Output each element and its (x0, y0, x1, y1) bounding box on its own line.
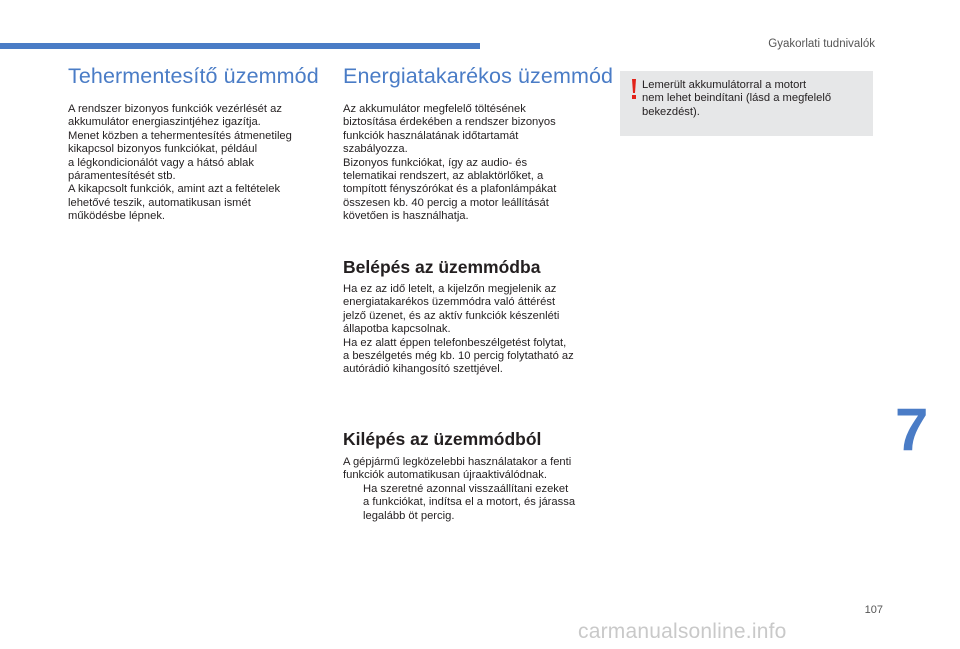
watermark: carmanualsonline.info (578, 620, 787, 643)
text-line: biztosítása érdekében a rendszer bizonyos (343, 116, 556, 129)
text-line: a funkciókat, indítsa el a motort, és járassa (363, 496, 576, 509)
text-line: telematikai rendszert, az ablaktörlőket, a (343, 170, 544, 183)
text-line: Ha ez az idő letelt, a kijelzőn megjelenik az (343, 283, 557, 295)
header-accent-bar (0, 43, 480, 49)
entry-text (343, 283, 605, 377)
column-energy-saving (343, 64, 614, 224)
text-line: bekezdést). (642, 105, 700, 118)
entry-heading: Belépés az üzemmódba (343, 257, 541, 277)
bullet-icon (343, 483, 363, 523)
text-line: energiatakarékos üzemmódra való áttérést (343, 296, 556, 309)
section-title: Gyakorlati tudnivalók (768, 38, 875, 50)
chapter-number: 7 (895, 396, 929, 463)
text-line: állapotba kapcsolnak. (343, 323, 451, 336)
exit-bullet (343, 483, 605, 523)
text-line: Lemerült akkumulátorral a motort (642, 79, 807, 91)
warning-text (642, 79, 867, 119)
text-line: szabályozza. (343, 143, 408, 156)
text-line: a légkondicionálót vagy a hátsó ablak (68, 156, 254, 169)
load-reduction-title: Tehermentesítő üzemmód (68, 64, 319, 88)
text-line: páramentesítését stb. (68, 170, 176, 183)
text-line: akkumulátor energiaszintjéhez igazítja. (68, 116, 261, 129)
text-line: kikapcsol bizonyos funkciókat, például (68, 143, 258, 156)
page-number: 107 (864, 604, 883, 616)
text-line: autórádió kihangosító szettjével. (343, 363, 503, 376)
text-line: lehetővé teszik, automatikusan ismét (68, 196, 251, 209)
load-reduction-text (68, 103, 330, 224)
text-line: funkciók használatának időtartamát (343, 129, 519, 142)
text-line: összesen kb. 40 percig a motor leállítását (343, 196, 549, 209)
text-line: Ha ez alatt éppen telefonbeszélgetést folytat, (343, 336, 567, 349)
text-line: a beszélgetés még kb. 10 percig folytatható az (343, 350, 574, 363)
text-line: A kikapcsolt funkciók, amint azt a feltételek (68, 183, 281, 196)
text-line: jelző üzenet, és az aktív funkciók készenléti (343, 309, 560, 322)
exit-heading: Kilépés az üzemmódból (343, 429, 542, 449)
text-line: nem lehet beindítani (lásd a megfelelő (642, 92, 832, 105)
text-line: legalább öt percig. (363, 509, 455, 522)
text-line: tompított fényszórókat és a plafonlámpákat (343, 183, 557, 196)
text-line: Ha szeretné azonnal visszaállítani ezeket (363, 482, 569, 495)
column-load-reduction (68, 64, 330, 224)
energy-saving-text (343, 103, 605, 224)
text-line: Bizonyos funkciókat, így az audio- és (343, 156, 528, 169)
text-line: A gépjármű legközelebbi használatakor a fenti (343, 456, 572, 468)
text-line: működésbe lépnek. (68, 210, 166, 223)
text-line: A rendszer bizonyos funkciók vezérlését az (68, 103, 282, 115)
exit-text (343, 456, 605, 523)
text-line: Az akkumulátor megfelelő töltésének (343, 103, 526, 115)
text-line: funkciók automatikusan újraaktiválódnak. (343, 469, 547, 482)
energy-saving-title: Energiatakarékos üzemmód (343, 64, 614, 88)
warning-box (620, 71, 873, 136)
text-line: Menet közben a tehermentesítés átmenetileg (68, 129, 292, 142)
text-line: követően is használhatja. (343, 210, 469, 223)
exclamation-icon (629, 78, 639, 100)
